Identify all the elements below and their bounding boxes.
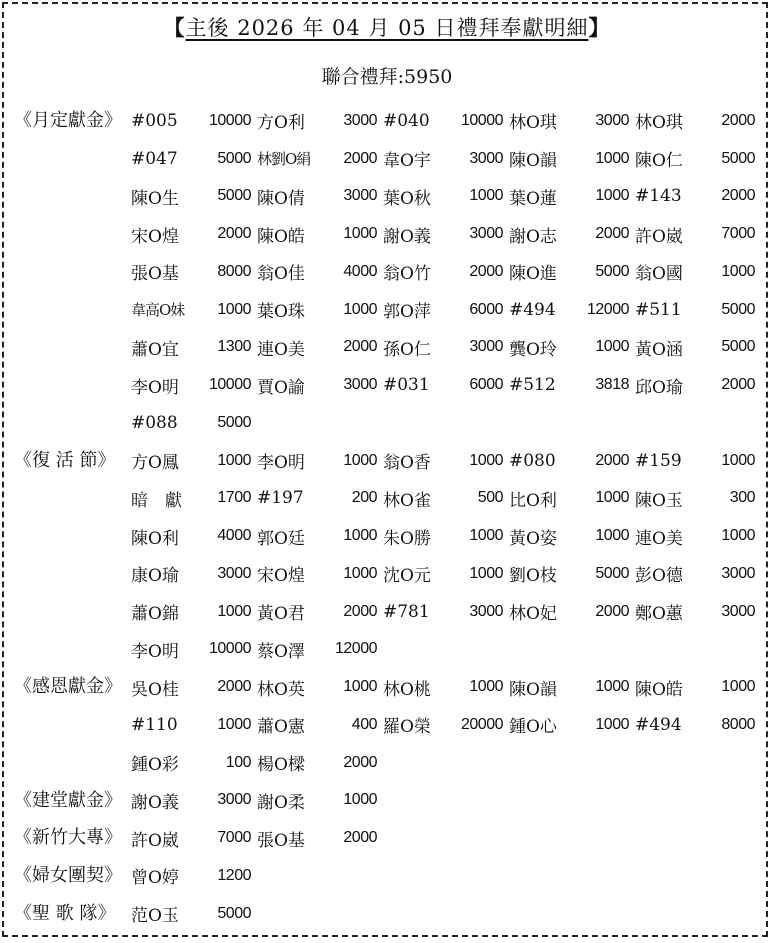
donation-amount: 1000 [469, 451, 503, 469]
donation-entry [131, 215, 257, 253]
donation-entry [131, 782, 257, 820]
donation-amount: 1000 [343, 451, 377, 469]
donation-entry [383, 593, 509, 631]
donor-name: 范O玉 [131, 906, 179, 927]
donor-name: 張O基 [257, 830, 305, 851]
donation-amount: 1000 [721, 451, 755, 469]
donor-name: 謝O義 [131, 792, 179, 813]
donation-amount: 6000 [469, 376, 503, 394]
donation-entry [383, 253, 509, 291]
donor-name: 葉O珠 [257, 302, 305, 323]
donation-entry [509, 668, 635, 706]
donation-amount: 3000 [721, 602, 755, 620]
donation-entry [383, 140, 509, 178]
donor-name: 陳O進 [509, 264, 557, 285]
donation-amount: 3000 [469, 225, 503, 243]
donor-name: 暗 獻 [131, 490, 182, 511]
donation-amount: 2000 [343, 338, 377, 356]
donation-entry [383, 668, 509, 706]
donor-name: #005 [131, 110, 178, 131]
donation-entry [131, 631, 257, 669]
donation-amount: 5000 [217, 413, 251, 431]
donation-entry [383, 102, 509, 140]
donor-name: 康O瑜 [131, 566, 179, 587]
entry-grid [131, 102, 761, 442]
donation-amount: 3000 [343, 111, 377, 129]
donation-amount: 10000 [209, 111, 251, 129]
attendance-line: 聯合禮拜:5950 [321, 66, 453, 88]
donation-entry [131, 593, 257, 631]
donation-amount: 1000 [721, 262, 755, 280]
offering-section [14, 895, 760, 933]
donation-entry [383, 480, 509, 518]
donation-entry [383, 366, 509, 404]
donation-entry [257, 706, 383, 744]
donation-entry [635, 140, 761, 178]
donor-name: #159 [635, 450, 682, 471]
donor-name: 鍾O彩 [131, 755, 179, 776]
donation-amount: 2000 [721, 187, 755, 205]
donation-entry [131, 140, 257, 178]
donation-amount: 10000 [461, 111, 503, 129]
donation-entry [383, 706, 509, 744]
donor-name: 黃O姿 [509, 528, 557, 549]
donation-entry [131, 178, 257, 216]
offering-list [14, 102, 760, 933]
donation-amount: 1000 [595, 187, 629, 205]
donation-amount: 400 [351, 715, 377, 733]
donation-amount: 3000 [343, 376, 377, 394]
donor-name: 翁O佳 [257, 264, 305, 285]
donation-entry [635, 480, 761, 518]
title-open-bracket: 【 [163, 15, 186, 40]
donation-amount: 7000 [721, 225, 755, 243]
donor-name: 吳O桂 [131, 679, 179, 700]
donation-amount: 1000 [343, 225, 377, 243]
donation-entry [509, 140, 635, 178]
section-label: 《聖 歌 隊》 [14, 902, 116, 924]
donation-amount: 2000 [721, 111, 755, 129]
donor-name: #047 [131, 148, 178, 169]
donor-name: #512 [509, 375, 556, 396]
donation-entry [131, 819, 257, 857]
donation-amount: 1000 [469, 187, 503, 205]
donation-entry [131, 102, 257, 140]
donation-amount: 3000 [595, 111, 629, 129]
section-label: 《月定獻金》 [14, 110, 122, 131]
donor-name: 李O明 [131, 641, 179, 662]
donation-amount: 20000 [461, 715, 503, 733]
donation-entry [131, 895, 257, 933]
donation-entry [635, 253, 761, 291]
donation-entry [509, 178, 635, 216]
donor-name: 許O崴 [635, 226, 683, 247]
donation-entry [635, 178, 761, 216]
section-label: 《感恩獻金》 [14, 676, 122, 698]
donation-entry [131, 329, 257, 367]
donation-amount: 4000 [343, 262, 377, 280]
donation-amount: 3000 [469, 338, 503, 356]
donation-amount: 2000 [217, 678, 251, 696]
donor-name: 郭O萍 [383, 302, 431, 323]
donation-amount: 5000 [595, 564, 629, 582]
donation-entry [131, 480, 257, 518]
donation-amount: 1000 [595, 489, 629, 507]
offering-section [14, 819, 760, 857]
donor-name: 林O桃 [383, 679, 431, 700]
donation-amount: 3000 [469, 602, 503, 620]
donation-amount: 1000 [595, 527, 629, 545]
donor-name: 羅O榮 [383, 717, 431, 738]
donor-name: 邱O瑜 [635, 377, 683, 398]
donor-name: 林O妃 [509, 604, 557, 625]
donation-entry [131, 404, 257, 442]
donor-name: 翁O國 [635, 264, 683, 285]
donation-amount: 5000 [721, 149, 755, 167]
donation-amount: 1000 [217, 715, 251, 733]
donation-entry [509, 442, 635, 480]
donation-amount: 1000 [217, 602, 251, 620]
donation-entry [131, 291, 257, 329]
donor-name: #088 [131, 412, 178, 433]
donation-amount: 1000 [217, 451, 251, 469]
donation-entry [635, 329, 761, 367]
donation-entry [383, 329, 509, 367]
donation-entry [635, 555, 761, 593]
donor-name: 陳O生 [131, 188, 179, 209]
donor-name: #080 [509, 450, 556, 471]
donation-entry [635, 706, 761, 744]
donation-entry [509, 366, 635, 404]
donation-amount: 300 [729, 489, 755, 507]
donation-entry [383, 555, 509, 593]
donation-amount: 12000 [335, 640, 377, 658]
donor-name: 陳O倩 [257, 188, 305, 209]
donation-amount: 1000 [217, 300, 251, 318]
donation-entry [509, 517, 635, 555]
donor-name: 宋O煌 [257, 566, 305, 587]
donor-name: 陳O仁 [635, 151, 683, 172]
donation-entry [257, 480, 383, 518]
donor-name: 楊O樑 [257, 755, 305, 776]
donation-amount: 2000 [469, 262, 503, 280]
donation-amount: 1200 [217, 866, 251, 884]
donor-name: #781 [383, 601, 430, 622]
donor-name: 林劉O絹 [257, 150, 311, 169]
donation-entry [383, 178, 509, 216]
donation-entry [383, 291, 509, 329]
donor-name: 韋O宇 [383, 151, 431, 172]
entry-grid [131, 819, 761, 857]
donation-amount: 3000 [721, 564, 755, 582]
donation-amount: 4000 [217, 527, 251, 545]
donation-amount: 1000 [595, 715, 629, 733]
donation-entry [257, 102, 383, 140]
donor-name: 黃O涵 [635, 339, 683, 360]
donor-name: 許O崴 [131, 830, 179, 851]
donor-name: 孫O仁 [383, 339, 431, 360]
donation-entry [131, 555, 257, 593]
donation-amount: 3000 [469, 149, 503, 167]
donation-entry [131, 706, 257, 744]
donor-name: #040 [383, 110, 430, 131]
donation-amount: 3000 [343, 187, 377, 205]
donation-amount: 5000 [217, 187, 251, 205]
donor-name: 陳O利 [131, 528, 179, 549]
donor-name: 方O鳳 [131, 453, 179, 474]
donation-amount: 1000 [721, 527, 755, 545]
donor-name: 沈O元 [383, 566, 431, 587]
donation-amount: 5000 [217, 149, 251, 167]
donor-name: 宋O煌 [131, 226, 179, 247]
donation-entry [131, 517, 257, 555]
donation-entry [509, 706, 635, 744]
donation-amount: 5000 [721, 300, 755, 318]
donation-entry [131, 442, 257, 480]
donation-amount: 3818 [595, 376, 629, 394]
donation-entry [509, 215, 635, 253]
donor-name: 陳O玉 [635, 490, 683, 511]
donation-entry [509, 253, 635, 291]
donor-name: 張O基 [131, 264, 179, 285]
donor-name: 連O美 [257, 339, 305, 360]
donation-entry [257, 517, 383, 555]
donation-entry [257, 782, 383, 820]
donor-name: #031 [383, 375, 430, 396]
donation-amount: 8000 [217, 262, 251, 280]
entry-grid [131, 442, 761, 669]
donor-name: 比O利 [509, 490, 557, 511]
entry-grid [131, 782, 761, 820]
donation-entry [257, 291, 383, 329]
donation-amount: 1000 [343, 678, 377, 696]
donor-name: 李O明 [257, 453, 305, 474]
donor-name: 翁O香 [383, 453, 431, 474]
donor-name: 陳O韻 [509, 679, 557, 700]
donation-entry [257, 668, 383, 706]
donor-name: 謝O志 [509, 226, 557, 247]
donation-amount: 1000 [343, 791, 377, 809]
donation-amount: 2000 [595, 225, 629, 243]
donation-amount: 10000 [209, 640, 251, 658]
donation-amount: 6000 [469, 300, 503, 318]
donor-name: 連O美 [635, 528, 683, 549]
donation-amount: 2000 [343, 149, 377, 167]
donor-name: 陳O皓 [635, 679, 683, 700]
donation-amount: 5000 [721, 338, 755, 356]
donation-amount: 100 [225, 753, 251, 771]
donation-entry [509, 291, 635, 329]
donor-name: 林O雀 [383, 490, 431, 511]
donation-entry [257, 253, 383, 291]
donation-amount: 1000 [343, 527, 377, 545]
section-label: 《建堂獻金》 [14, 789, 122, 811]
donor-name: #511 [635, 299, 682, 320]
offering-section [14, 857, 760, 895]
donor-name: #494 [509, 299, 556, 320]
donor-name: 葉O秋 [383, 188, 431, 209]
donation-entry [131, 366, 257, 404]
donation-entry [509, 102, 635, 140]
donation-entry [509, 329, 635, 367]
donor-name: 陳O韻 [509, 151, 557, 172]
donation-amount: 8000 [721, 715, 755, 733]
donation-entry [257, 329, 383, 367]
donation-entry [383, 215, 509, 253]
entry-grid [131, 857, 761, 895]
donor-name: 彭O德 [635, 566, 683, 587]
donor-name: 林O琪 [635, 113, 683, 134]
donor-name: 蕭O宜 [131, 339, 179, 360]
donation-entry [635, 593, 761, 631]
donation-amount: 2000 [217, 225, 251, 243]
donation-entry [635, 366, 761, 404]
donation-entry [635, 102, 761, 140]
donation-entry [383, 517, 509, 555]
donor-name: 李O明 [131, 377, 179, 398]
donation-entry [383, 442, 509, 480]
donor-name: 朱O勝 [383, 528, 431, 549]
donation-amount: 7000 [217, 829, 251, 847]
donation-amount: 5000 [595, 262, 629, 280]
donation-amount: 1000 [595, 149, 629, 167]
donor-name: #494 [635, 714, 682, 735]
donation-entry [131, 253, 257, 291]
donation-entry [257, 593, 383, 631]
donor-name: 鍾O心 [509, 717, 557, 738]
donation-entry [509, 480, 635, 518]
donation-entry [509, 593, 635, 631]
donation-amount: 1000 [469, 564, 503, 582]
donor-name: #110 [131, 714, 178, 735]
donation-entry [257, 819, 383, 857]
title-text: 主後 2026 年 04 月 05 日禮拜奉獻明細 [185, 16, 589, 40]
donation-entry [635, 291, 761, 329]
donation-amount: 2000 [595, 451, 629, 469]
donor-name: 黃O君 [257, 604, 305, 625]
donation-amount: 200 [351, 489, 377, 507]
page-title [0, 14, 774, 42]
donation-entry [131, 744, 257, 782]
donation-entry [635, 442, 761, 480]
donation-amount: 1000 [721, 678, 755, 696]
donor-name: 蕭O錦 [131, 604, 179, 625]
section-label: 《婦女團契》 [14, 865, 122, 886]
donor-name: 賈O諭 [257, 377, 305, 398]
donation-entry [635, 215, 761, 253]
donor-name: 謝O柔 [257, 792, 305, 813]
donation-amount: 2000 [595, 602, 629, 620]
donor-name: 謝O義 [383, 226, 431, 247]
donor-name: 劉O枝 [509, 566, 557, 587]
donation-amount: 1000 [595, 678, 629, 696]
donor-name: 郭O廷 [257, 528, 305, 549]
donor-name: 陳O皓 [257, 226, 305, 247]
title-close-bracket: 】 [588, 15, 611, 40]
donation-entry [257, 215, 383, 253]
donor-name: 韋高O妹 [131, 301, 185, 320]
donation-entry [257, 178, 383, 216]
donor-name: 林O英 [257, 679, 305, 700]
donation-entry [257, 631, 383, 669]
donation-entry [131, 857, 257, 895]
donor-name: 方O利 [257, 113, 305, 134]
donor-name: 翁O竹 [383, 264, 431, 285]
donation-entry [257, 366, 383, 404]
donor-name: 蕭O憲 [257, 717, 305, 738]
offering-section [14, 102, 760, 442]
donation-amount: 2000 [343, 829, 377, 847]
donor-name: 曾O婷 [131, 868, 179, 889]
donation-entry [257, 442, 383, 480]
donation-entry [257, 140, 383, 178]
offering-section [14, 668, 760, 781]
donation-amount: 1000 [343, 300, 377, 318]
donation-amount: 2000 [721, 376, 755, 394]
donor-name: 鄭O蕙 [635, 604, 683, 625]
donation-amount: 1000 [469, 678, 503, 696]
donation-amount: 12000 [587, 300, 629, 318]
donation-amount: 1000 [343, 564, 377, 582]
entry-grid [131, 895, 761, 933]
donation-amount: 500 [477, 489, 503, 507]
donation-entry [131, 668, 257, 706]
donor-name: 龔O玲 [509, 339, 557, 360]
donation-amount: 3000 [217, 564, 251, 582]
donation-entry [509, 555, 635, 593]
donation-amount: 2000 [343, 753, 377, 771]
donor-name: #197 [257, 488, 304, 509]
donation-amount: 3000 [217, 791, 251, 809]
offering-section [14, 442, 760, 669]
donation-entry [635, 668, 761, 706]
section-label: 《新竹大專》 [14, 827, 122, 849]
donation-amount: 10000 [209, 376, 251, 394]
donation-entry [635, 517, 761, 555]
donation-amount: 1700 [217, 489, 251, 507]
donor-name: 林O琪 [509, 113, 557, 134]
donor-name: 蔡O澤 [257, 641, 305, 662]
donation-amount: 2000 [343, 602, 377, 620]
offering-section [14, 782, 760, 820]
section-label: 《復 活 節》 [14, 449, 116, 471]
entry-grid [131, 668, 761, 781]
donation-entry [257, 555, 383, 593]
donation-entry [257, 744, 383, 782]
donation-amount: 1000 [595, 338, 629, 356]
donor-name: 葉O蓮 [509, 188, 557, 209]
donor-name: #143 [635, 186, 682, 207]
donation-amount: 1300 [217, 338, 251, 356]
donation-amount: 1000 [469, 527, 503, 545]
donation-amount: 5000 [217, 904, 251, 922]
